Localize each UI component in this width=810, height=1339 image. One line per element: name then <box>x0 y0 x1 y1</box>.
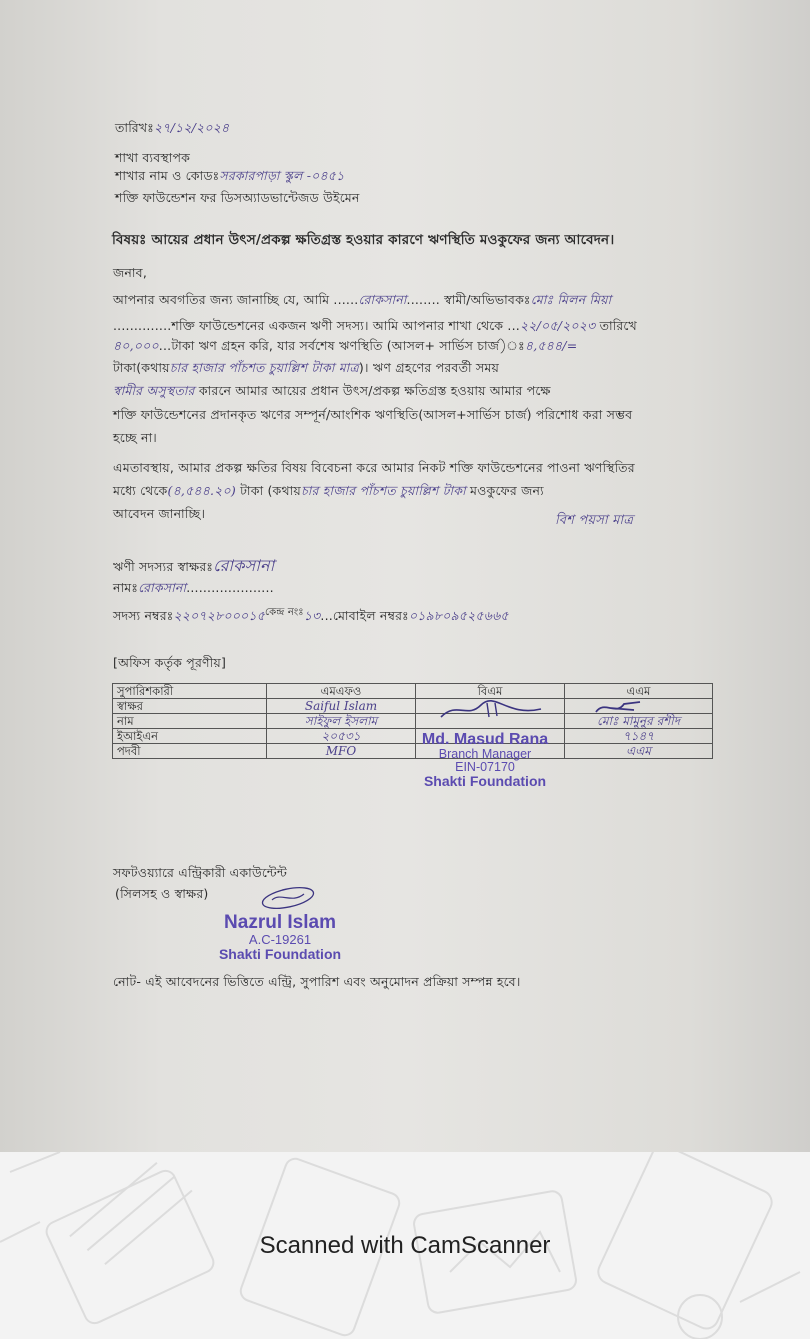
para2-line2 <box>113 483 544 503</box>
accountant-line1: সফটওয়্যারে এন্ট্রিকারী একাউন্টেন্ট <box>113 865 287 880</box>
applicant-name-line <box>113 580 274 600</box>
date-value: ২৭/১২/২০২৪ <box>153 120 230 135</box>
para1-line5 <box>113 383 551 403</box>
dots: ..................... <box>186 580 274 595</box>
para2-line1: এমতাবস্থায়, আমার প্রকল্প ক্ষতির বিষয় বিবেচনা করে আমার নিকট শক্তি ফাউন্ডেশনের পাওনা ঋণস্থিতির <box>113 460 635 475</box>
am-signature <box>590 698 650 718</box>
bm-signature <box>437 699 547 721</box>
waiver-words: চার হাজার পাঁচশত চুয়াল্লিশ টাকা <box>300 483 466 498</box>
branch-label: শাখার নাম ও কোডঃ <box>115 168 220 183</box>
text: আপনার অবগতির জন্য জানাচ্ছি যে, আমি ...... <box>113 292 359 307</box>
stamp-org: Shakti Foundation <box>423 773 547 789</box>
loan-date: ২২/০৫/২০২৩ <box>519 318 596 333</box>
date-label: তারিখঃ <box>115 120 154 135</box>
accountant-signature <box>258 884 318 912</box>
mobile-number: ০১৯৮০৯৫২৫৬৬৫ <box>408 608 509 624</box>
para1-line7: হচ্ছে না। <box>113 430 157 445</box>
org-line: শক্তি ফাউন্ডেশন ফর ডিসঅ্যাডভান্টেজড উইমেন <box>115 190 360 205</box>
loan-amount: ৪০,০০০ <box>113 338 159 353</box>
stamp-title: Branch Manager <box>438 747 532 761</box>
table-cell: ৭১৪৭ <box>565 729 713 744</box>
text: তারিখে <box>595 318 637 333</box>
camscanner-label: Scanned with CamScanner <box>259 1232 551 1259</box>
stamp-code: A.C-19261 <box>248 932 312 947</box>
text: )। ঋণ গ্রহণের পরবর্তী সময় <box>358 360 500 375</box>
para1-line3 <box>113 338 577 358</box>
text: ..............শক্তি ফাউন্ডেশনের একজন ঋণী সদস্য। আমি আপনার শাখা থেকে ... <box>113 318 520 333</box>
accountant-stamp <box>195 913 365 962</box>
table-cell: নাম <box>113 714 267 729</box>
table-cell: ২০৫৩১ <box>267 729 416 744</box>
table-cell: স্বাক্ষর <box>113 699 267 714</box>
accountant-line2: (সিলসহ ও স্বাক্ষর) <box>115 886 209 901</box>
applicant-name: রোকসানা <box>358 292 407 307</box>
office-caption: [অফিস কর্তৃক পূরণীয়] <box>113 655 227 670</box>
waiver-words-continued: বিশ পয়সা মাত্র <box>555 513 634 528</box>
damage-reason: স্বামীর অসুস্থতার <box>113 383 195 398</box>
table-cell: Saiful Islam <box>267 699 416 714</box>
text: ...টাকা ঋণ গ্রহন করি, যার সর্বশেষ ঋণস্থিতি (আসল+ সার্ভিস চার্জ)ঃ <box>158 338 525 353</box>
table-cell: ইআইএন <box>113 729 267 744</box>
text: মওকুফের জন্য <box>465 483 544 498</box>
mobile-label: ...মোবাইল নম্বরঃ <box>320 608 409 624</box>
para1-line6: শক্তি ফাউন্ডেশনের প্রদানকৃত ঋণের সম্পূর্ন/আংশিক ঋণস্থিতি(আসল+সার্ভিস চার্জ) পরিশোধ করা সম্ভব <box>113 407 633 422</box>
center-label: কেন্দ্র নংঃ <box>265 607 304 618</box>
branch-value: সরকারপাড়া স্কুল -০৪৫১ <box>219 168 345 183</box>
stamp-name: Nazrul Islam <box>224 912 336 933</box>
text: টাকা (কথায় <box>235 483 301 498</box>
stamp-ein: EIN-07170 <box>455 760 515 774</box>
salutation: জনাব, <box>113 265 147 280</box>
text: কারনে আমার আয়ের প্রধান উৎস/প্রকল্প ক্ষতিগ্রস্ত হওয়ায় আমার পক্ষে <box>194 383 551 398</box>
bm-stamp <box>405 731 565 789</box>
table-cell: এএম <box>565 744 713 759</box>
member-number: ২২০৭২৮০০০১৫ <box>173 608 266 624</box>
text: ........ স্বামী/অভিভাবকঃ <box>406 292 531 307</box>
table-cell: এমএফও <box>267 684 416 699</box>
table-cell: এএম <box>565 684 713 699</box>
text: ঋণী সদস্যর স্বাক্ষরঃ <box>113 559 214 574</box>
balance-in-words: চার হাজার পাঁচশত চুয়াল্লিশ টাকা মাত্র <box>169 360 359 375</box>
stamp-name: Md. Masud Rana <box>421 731 549 748</box>
text: টাকা(কথায় <box>113 360 170 375</box>
note: নোট- এই আবেদনের ভিত্তিতে এন্ট্রি, সুপারিশ এবং অনুমোদন প্রক্রিয়া সম্পন্ন হবে। <box>113 974 521 989</box>
branch-line <box>115 168 344 188</box>
date-line <box>115 120 229 140</box>
table-cell: সুপারিশকারী <box>113 684 267 699</box>
applicant-signature-line <box>113 553 274 580</box>
table-cell: মোঃ মামুনুর রশীদ <box>565 714 713 729</box>
text: নামঃ <box>113 580 139 595</box>
table-row <box>113 684 713 699</box>
table-cell: বিএম <box>416 684 565 699</box>
stamp-org: Shakti Foundation <box>218 946 342 962</box>
table-cell: MFO <box>267 744 416 759</box>
table-cell: সাইফুল ইসলাম <box>267 714 416 729</box>
para1-line2 <box>113 318 637 338</box>
subject-line: বিষয়ঃ আয়ের প্রধান উৎস/প্রকল্প ক্ষতিগ্রস্ত হওয়ার কারণে ঋণস্থিতি মওকুফের জন্য আবেদন। <box>112 232 615 248</box>
guardian-name: মোঃ মিলন মিয়া <box>530 292 612 307</box>
para2-line3: আবেদন জানাচ্ছি। <box>113 506 206 521</box>
member-line <box>113 605 509 628</box>
applicant-signature: রোকসানা <box>213 556 275 575</box>
para1-line4 <box>113 360 499 380</box>
addressee: শাখা ব্যবস্থাপক <box>115 150 191 165</box>
text: মধ্যে থেকে <box>113 483 168 498</box>
center-number: ১৩ <box>303 608 321 624</box>
text: সদস্য নম্বরঃ <box>113 608 174 624</box>
waiver-amount: (৪,৫৪৪.২০) <box>167 483 236 498</box>
para1-line1 <box>113 292 611 312</box>
loan-balance: ৪,৫৪৪/= <box>524 338 578 353</box>
table-cell: পদবী <box>113 744 267 759</box>
applicant-name-written: রোকসানা <box>138 580 187 595</box>
